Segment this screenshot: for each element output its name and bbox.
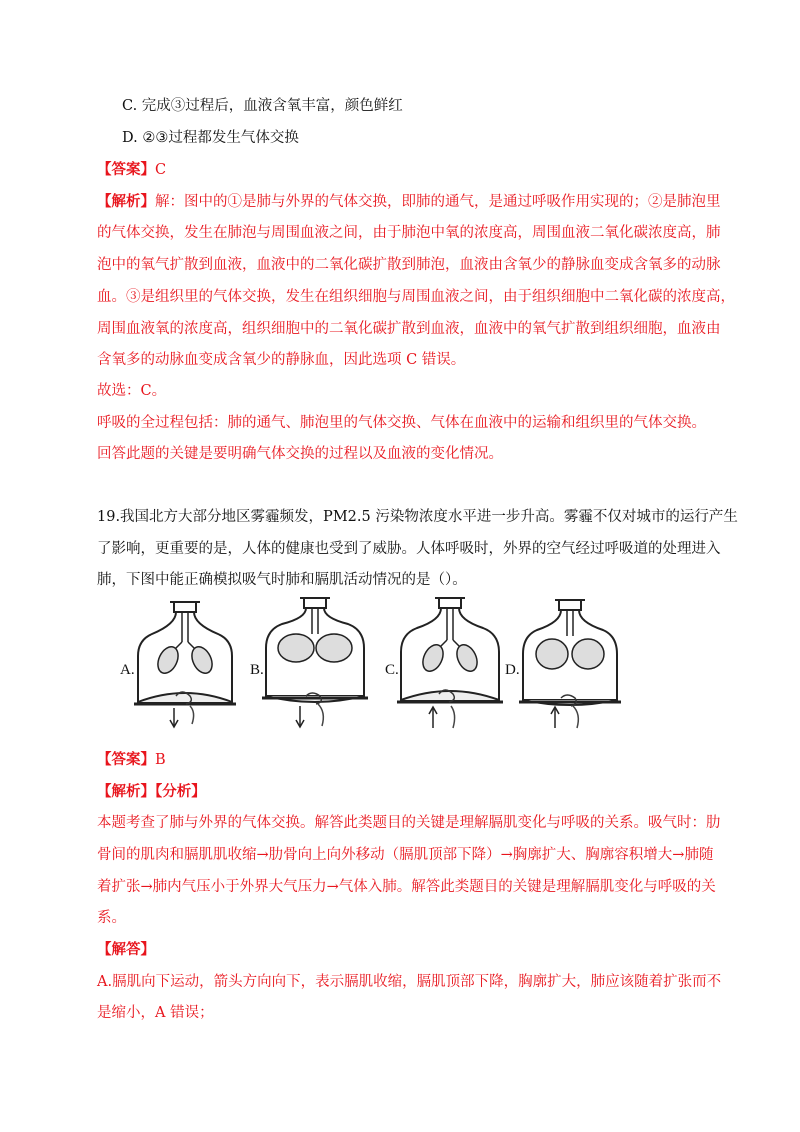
figure-d bbox=[505, 596, 615, 736]
analysis-2-tag bbox=[97, 782, 707, 802]
answer-2 bbox=[97, 750, 707, 770]
summary-line-1: 呼吸的全过程包括：肺的通气、肺泡里的气体交换、气体在血液中的运输和组织里的气体交换。 bbox=[97, 415, 706, 431]
analysis-text: 解：图中的①是肺与外界的气体交换，即肺的通气，是通过呼吸作用实现的；②是肺泡里 bbox=[155, 194, 721, 210]
question-19-line-3: 肺，下图中能正确模拟吸气时肺和膈肌活动情况的是（）。 bbox=[97, 572, 467, 588]
analysis-tag: 【解析】 bbox=[97, 193, 155, 210]
solution-line-2: 是缩小，A 错误； bbox=[97, 1005, 214, 1021]
solution-tag: 【解答】 bbox=[97, 941, 155, 958]
solution-line-1: A.膈肌向下运动，箭头方向向下，表示膈肌收缩，膈肌顶部下降，胸廓扩大，肺应该随着扩张而不 bbox=[97, 974, 722, 990]
bell-jar-diagram bbox=[260, 596, 370, 736]
answer-1 bbox=[97, 160, 707, 180]
analysis-1-line-2: 的气体交换，发生在肺泡与周围血液之间，由于肺泡中氧的浓度高，周围血液二氧化碳浓度高，肺 bbox=[97, 225, 721, 241]
analysis-2-line-2: 骨间的肌肉和膈肌肌收缩→肋骨向上向外移动（膈肌顶部下降）→胸廓扩大、胸廓容积增大→肺随 bbox=[97, 847, 714, 863]
solution-tag-line bbox=[97, 940, 707, 960]
analysis-1-line-6: 含氧多的动脉血变成含氧少的静脉血，因此选项 C 错误。 bbox=[97, 352, 466, 368]
figure-c bbox=[385, 596, 495, 736]
analysis-1-line-1 bbox=[97, 192, 721, 212]
analysis-tag: 【解析】【分析】 bbox=[97, 783, 206, 800]
summary-line-2: 回答此题的关键是要明确气体交换的过程以及血液的变化情况。 bbox=[97, 446, 503, 462]
figure-label: A. bbox=[120, 662, 135, 678]
question-19-line-1: 19.我国北方大部分地区雾霾频发，PM2.5 污染物浓度水平进一步升高。雾霾不仅对城市的运行产生 bbox=[97, 509, 738, 525]
bell-jar-diagram bbox=[515, 596, 625, 736]
figure-b bbox=[250, 596, 360, 736]
answer-value: C bbox=[155, 162, 167, 178]
figure-label: B. bbox=[250, 662, 264, 678]
analysis-2-line-1: 本题考查了肺与外界的气体交换。解答此类题目的关键是理解膈肌变化与呼吸的关系。吸气时：肋 bbox=[97, 815, 721, 831]
choice-line: 故选：C。 bbox=[97, 383, 167, 399]
bell-jar-figures bbox=[120, 596, 640, 736]
analysis-2-line-4: 系。 bbox=[97, 910, 126, 926]
option-d: D. ②③过程都发生气体交换 bbox=[122, 130, 299, 146]
analysis-1-line-5: 周围血液氧的浓度高，组织细胞中的二氧化碳扩散到血液，血液中的氧气扩散到组织细胞，血液由 bbox=[97, 321, 721, 337]
figure-label: D. bbox=[505, 662, 520, 678]
analysis-2-line-3: 着扩张→肺内气压小于外界大气压力→气体入肺。解答此类题目的关键是理解膈肌变化与呼吸的关 bbox=[97, 879, 716, 895]
analysis-1-line-4: 血。③是组织里的气体交换，发生在组织细胞与周围血液之间，由于组织细胞中二氧化碳的浓度高， bbox=[97, 289, 735, 305]
option-c: C. 完成③过程后，血液含氧丰富，颜色鲜红 bbox=[122, 98, 403, 114]
bell-jar-diagram bbox=[130, 596, 240, 736]
question-19-line-2: 了影响，更重要的是，人体的健康也受到了威胁。人体呼吸时，外界的空气经过呼吸道的处理进入 bbox=[97, 541, 721, 557]
figure-a bbox=[120, 596, 230, 736]
bell-jar-diagram bbox=[395, 596, 505, 736]
answer-tag: 【答案】 bbox=[97, 751, 155, 768]
answer-value: B bbox=[155, 752, 166, 768]
answer-tag: 【答案】 bbox=[97, 161, 155, 178]
analysis-1-line-3: 泡中的氧气扩散到血液，血液中的二氧化碳扩散到肺泡，血液由含氧少的静脉血变成含氧多的动脉 bbox=[97, 257, 721, 273]
figure-label: C. bbox=[385, 662, 399, 678]
